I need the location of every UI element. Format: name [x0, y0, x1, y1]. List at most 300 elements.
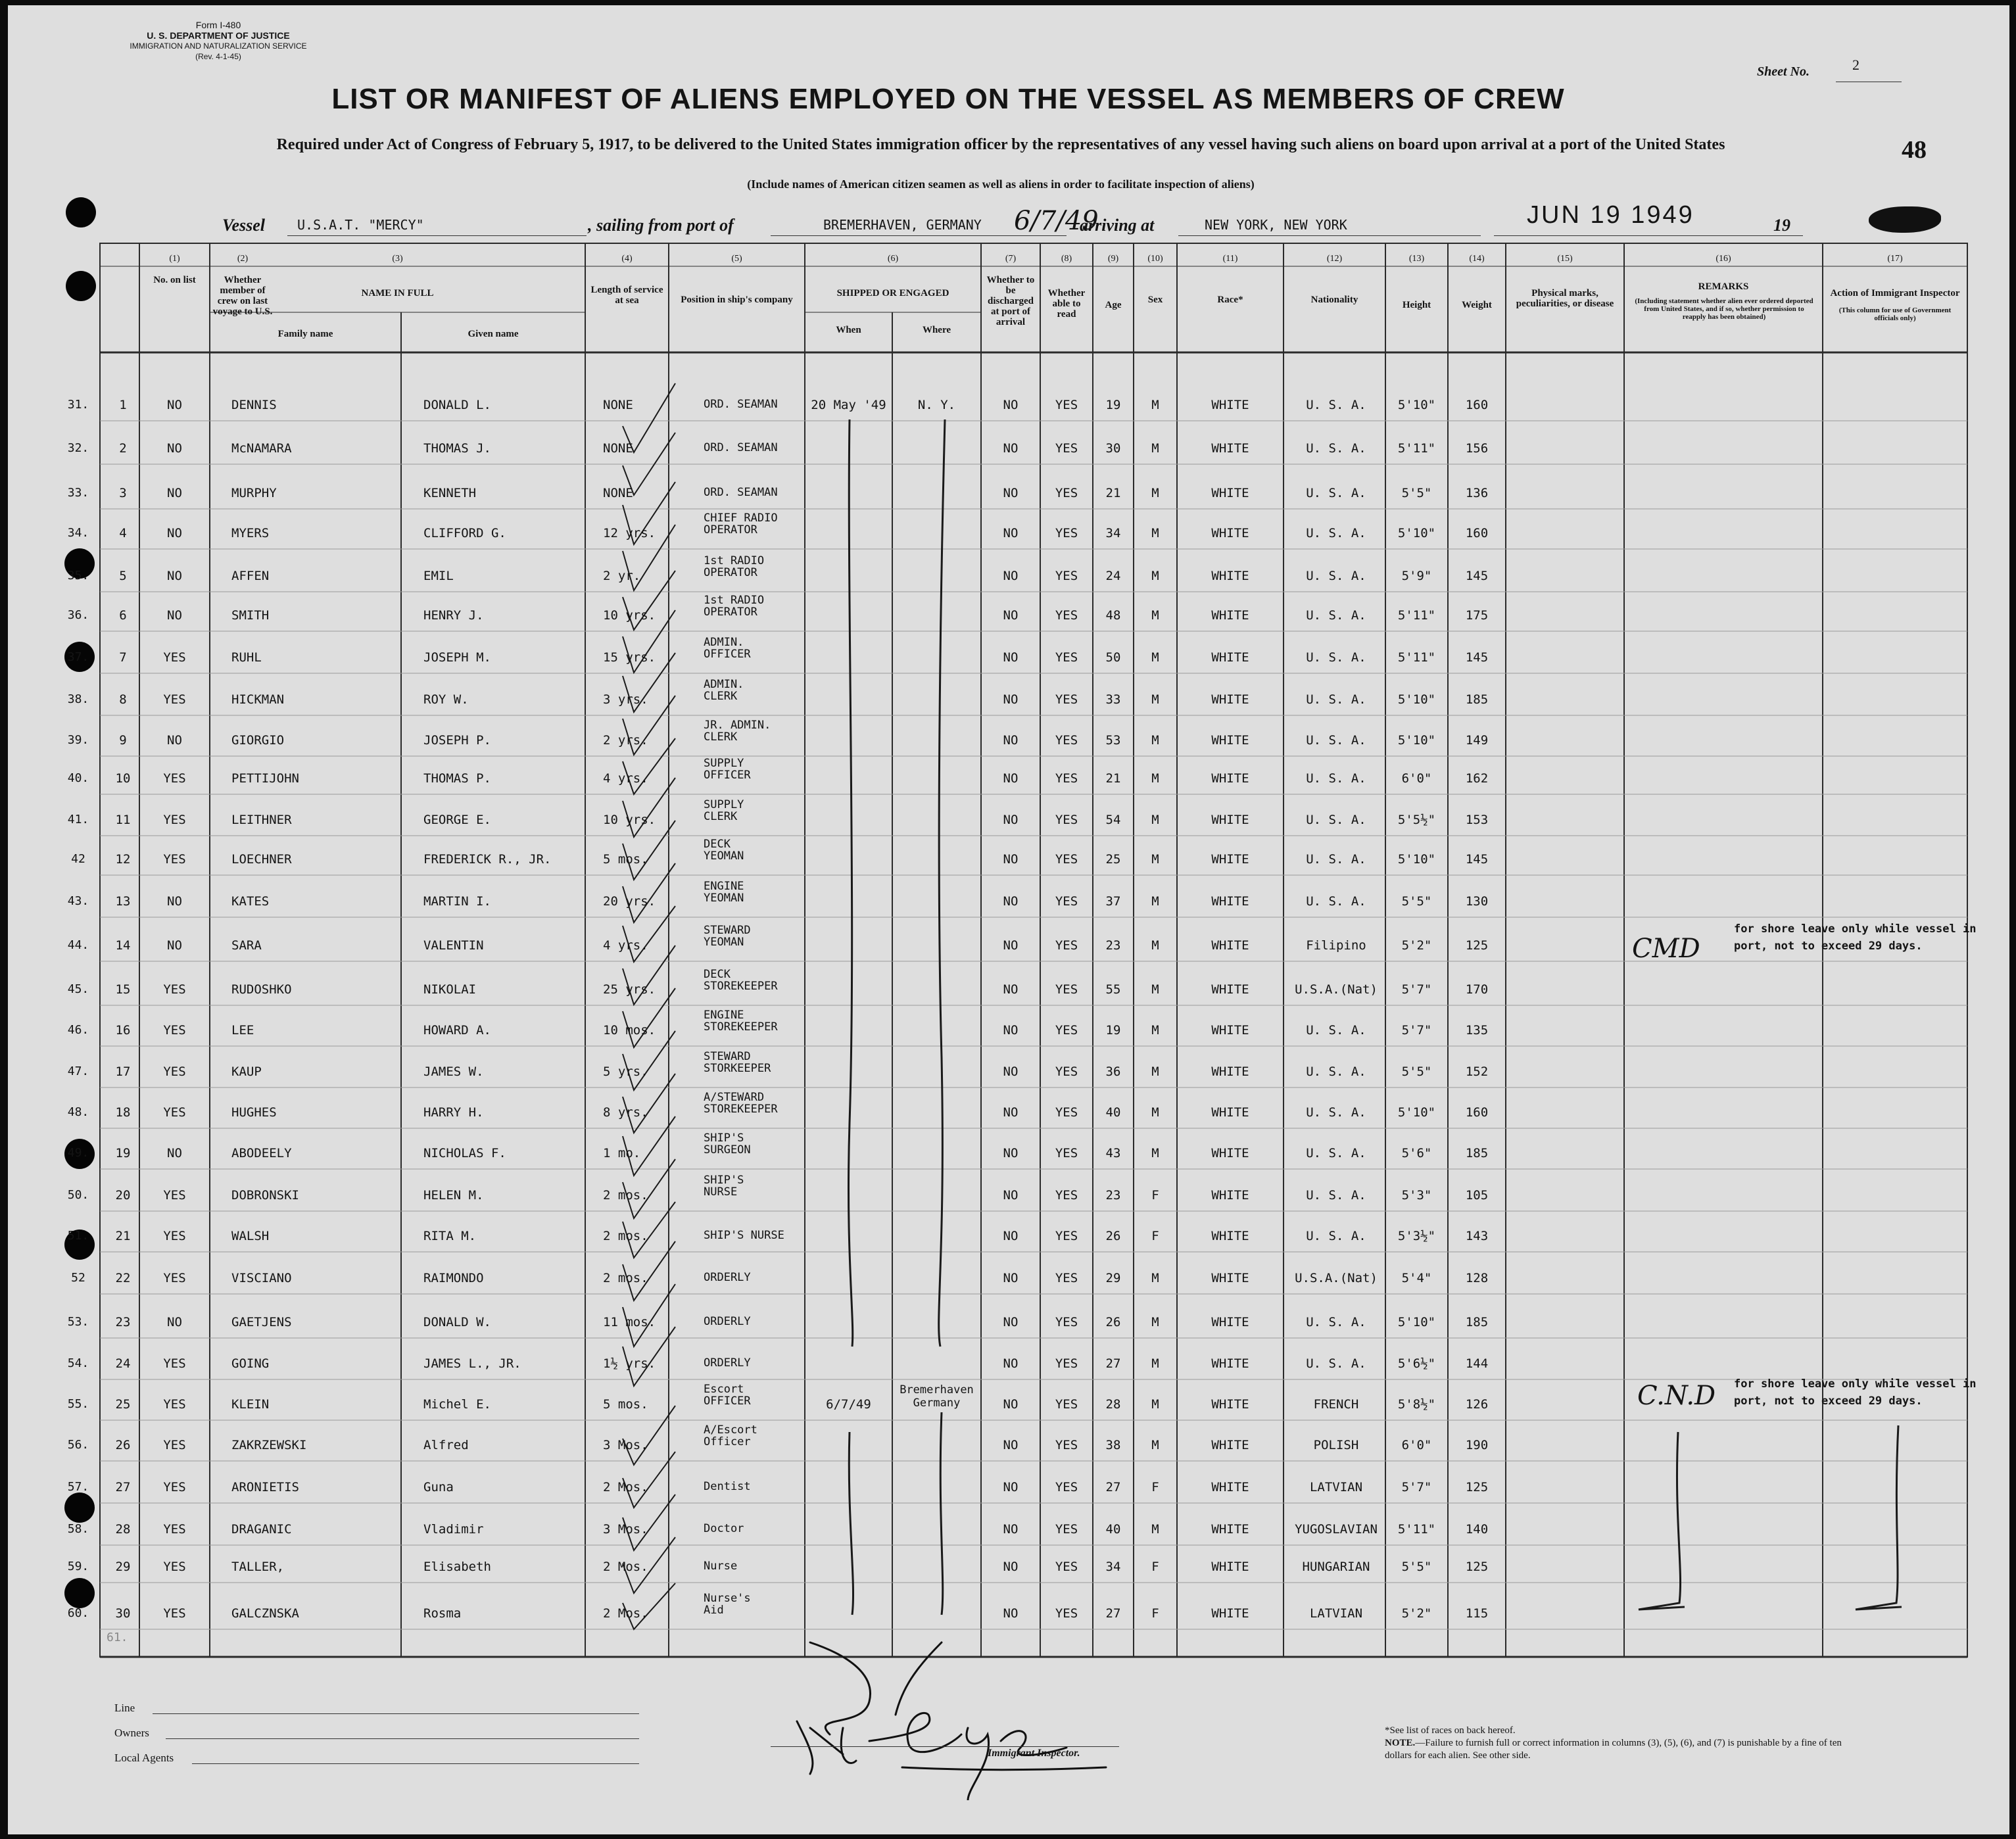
table-row [8, 678, 2009, 707]
cell-position: SHIP'S NURSE [704, 1229, 784, 1242]
column-subheader: Where [922, 325, 951, 335]
cell-sex: M [1151, 982, 1159, 997]
cell-read: YES [1055, 486, 1078, 500]
cell-position: Dentist [704, 1480, 751, 1493]
cell-no: 15 [115, 982, 131, 997]
table-row [8, 798, 2009, 827]
table-row [8, 487, 2009, 500]
cell-read: YES [1055, 569, 1078, 583]
cell-when: 6/7/49 [826, 1397, 871, 1412]
cell-line: 41. [67, 813, 89, 826]
cell-weight: 126 [1465, 1397, 1489, 1412]
cell-position: ADMIN. [704, 636, 744, 649]
cell-service: 10 yrs. [603, 813, 656, 827]
cell-line: 54. [67, 1356, 89, 1370]
cell-height: 6'0" [1401, 771, 1432, 786]
cell-last: NO [167, 608, 182, 623]
column-number: (12) [1326, 254, 1343, 264]
cell-service: 2 mos. [603, 1229, 648, 1243]
cell-family: SARA [231, 938, 262, 953]
cell-line: 37. [67, 650, 89, 664]
column-number: (11) [1222, 254, 1238, 264]
cell-nat: U. S. A. [1306, 733, 1366, 748]
cell-no: 9 [119, 733, 127, 748]
cell-position: Escort [704, 1383, 744, 1396]
cell-position: ORDERLY [704, 1271, 751, 1284]
remark-text: for shore leave only while vessel in port, not to exceed 29 days. [1734, 922, 1977, 953]
cell-height: 5'8½" [1397, 1397, 1436, 1412]
cell-disch: NO [1003, 441, 1019, 456]
cell-age: 40 [1105, 1522, 1121, 1537]
cell-weight: 185 [1465, 1146, 1489, 1160]
cell-weight: 136 [1465, 486, 1489, 500]
cell-sex: F [1151, 1480, 1159, 1494]
sailing-port: BREMERHAVEN, GERMANY [823, 217, 982, 233]
cell-disch: NO [1003, 1522, 1019, 1537]
cell-race: WHITE [1211, 1315, 1249, 1329]
table-row [8, 1091, 2009, 1120]
cell-service: 5 mos. [603, 852, 648, 867]
cell-family: AFFEN [231, 569, 270, 583]
cell-line: 34. [67, 526, 89, 540]
cell-no: 28 [115, 1522, 131, 1537]
cell-disch: NO [1003, 1105, 1019, 1120]
cell-height: 5'6" [1401, 1146, 1432, 1160]
cell-no: 18 [115, 1105, 131, 1120]
cell-last: YES [163, 1356, 186, 1371]
cell-given: RITA M. [423, 1229, 477, 1243]
column-header: Height [1402, 300, 1431, 310]
cell-read: YES [1055, 894, 1078, 909]
cell-height: 5'9" [1401, 569, 1432, 583]
cell-read: YES [1055, 1271, 1078, 1285]
cell-read: YES [1055, 1146, 1078, 1160]
cell-given: THOMAS J. [423, 441, 491, 456]
cell-age: 19 [1105, 1023, 1121, 1038]
page-title: LIST OR MANIFEST OF ALIENS EMPLOYED ON THE VESSEL AS MEMBERS OF CREW [331, 83, 1565, 115]
cell-service: 4 yrs. [603, 771, 648, 786]
cell-race: WHITE [1211, 1606, 1249, 1621]
cell-family: LOECHNER [231, 852, 292, 867]
cell-given: CLIFFORD G. [423, 526, 506, 540]
cell-age: 26 [1105, 1315, 1121, 1329]
cell-age: 21 [1105, 771, 1121, 786]
cell-height: 5'5" [1401, 1064, 1432, 1079]
cell-line: 35. [67, 569, 89, 583]
cell-nat: U. S. A. [1306, 692, 1366, 707]
cell-service: 2 mos. [603, 1188, 648, 1203]
cell-age: 50 [1105, 650, 1121, 665]
table-row [8, 442, 2009, 455]
cell-line: 58. [67, 1522, 89, 1536]
cell-last: YES [163, 852, 186, 867]
column-subheader: (This column for use of Government officials only) [1838, 306, 1952, 322]
cell-family: KLEIN [231, 1397, 270, 1412]
cell-race: WHITE [1211, 1438, 1249, 1452]
owners-label: Owners [114, 1727, 149, 1739]
cell-service: 5 mos. [603, 1397, 648, 1412]
cell-age: 25 [1105, 852, 1121, 867]
cell-last: YES [163, 1522, 186, 1537]
cell-sex: M [1151, 1522, 1159, 1537]
cell-sex: M [1151, 1023, 1159, 1038]
cell-service: 1½ yrs. [603, 1356, 656, 1371]
cell-position: STOREKEEPER [704, 1103, 778, 1116]
table-row [8, 1272, 2009, 1285]
cell-family: DRAGANIC [231, 1522, 292, 1537]
cell-line: 46. [67, 1023, 89, 1037]
line-underline [153, 1713, 639, 1714]
cell-given: Vladimir [423, 1522, 484, 1537]
cell-last: YES [163, 1438, 186, 1452]
cell-last: YES [163, 1023, 186, 1038]
cell-nat: U. S. A. [1306, 1229, 1366, 1243]
cell-race: WHITE [1211, 608, 1249, 623]
column-number: (17) [1887, 254, 1903, 264]
cell-position: JR. ADMIN. [704, 719, 771, 732]
cell-position: ENGINE [704, 880, 744, 893]
form-number: Form I-480 [195, 20, 241, 30]
cell-position: CLERK [704, 730, 738, 744]
vessel-name: U.S.A.T. "MERCY" [297, 217, 424, 233]
cell-line: 47. [67, 1064, 89, 1078]
cell-nat: U. S. A. [1306, 1105, 1366, 1120]
cell-last: NO [167, 938, 182, 953]
cell-given: HENRY J. [423, 608, 484, 623]
column-header: Whether able to read [1047, 288, 1086, 320]
cell-line: 38. [67, 692, 89, 706]
cell-height: 5'10" [1397, 526, 1436, 540]
cell-last: NO [167, 486, 182, 500]
cell-service: 11 mos. [603, 1315, 656, 1329]
cell-given: KENNETH [423, 486, 477, 500]
cell-given: DONALD W. [423, 1315, 491, 1329]
cell-race: WHITE [1211, 692, 1249, 707]
cell-weight: 135 [1465, 1023, 1489, 1038]
column-number: (7) [1005, 254, 1017, 264]
cell-height: 5'4" [1401, 1271, 1432, 1285]
cell-service: 12 yrs. [603, 526, 656, 540]
cell-disch: NO [1003, 982, 1019, 997]
cell-read: YES [1055, 1560, 1078, 1574]
cell-last: YES [163, 982, 186, 997]
cell-no: 26 [115, 1438, 131, 1452]
cell-race: WHITE [1211, 569, 1249, 583]
cell-service: 3 Mos. [603, 1438, 648, 1452]
column-number: (8) [1061, 254, 1072, 264]
cell-nat: U. S. A. [1306, 569, 1366, 583]
column-number: (2) [237, 254, 249, 264]
column-header: Length of service at sea [590, 285, 663, 306]
cell-last: YES [163, 813, 186, 827]
cell-given: Alfred [423, 1438, 469, 1452]
cell-sex: M [1151, 1271, 1159, 1285]
inspector-label: Immigrant Inspector. [988, 1748, 1080, 1759]
cell-read: YES [1055, 938, 1078, 953]
cell-position: Officer [704, 1435, 751, 1448]
cell-no: 2 [119, 441, 127, 456]
cell-read: YES [1055, 1522, 1078, 1537]
column-header: Whether member of crew on last voyage to U.S. [212, 275, 273, 317]
cell-given: VALENTIN [423, 938, 484, 953]
cell-age: 37 [1105, 894, 1121, 909]
cell-no: 12 [115, 852, 131, 867]
cell-race: WHITE [1211, 733, 1249, 748]
cell-given: GEORGE E. [423, 813, 491, 827]
cell-disch: NO [1003, 569, 1019, 583]
cell-position: ORD. SEAMAN [704, 398, 778, 411]
cell-line: 55. [67, 1397, 89, 1411]
cell-read: YES [1055, 1438, 1078, 1452]
cell-disch: NO [1003, 1023, 1019, 1038]
cell-disch: NO [1003, 938, 1019, 953]
table-row [8, 1357, 2009, 1370]
cell-nat: U. S. A. [1306, 486, 1366, 500]
cell-last: NO [167, 894, 182, 909]
cell-disch: NO [1003, 692, 1019, 707]
cell-when: 20 May '49 [811, 398, 886, 412]
cell-last: NO [167, 569, 182, 583]
cell-position: NURSE [704, 1185, 738, 1199]
cell-given: HELEN M. [423, 1188, 484, 1203]
cell-given: Guna [423, 1480, 454, 1494]
cell-given: Michel E. [423, 1397, 491, 1412]
cell-line: 32. [67, 441, 89, 455]
cell-nat: U.S.A.(Nat) [1295, 982, 1378, 997]
cell-read: YES [1055, 1064, 1078, 1079]
cell-service: 2 Mos. [603, 1606, 648, 1621]
cell-height: 5'2" [1401, 1606, 1432, 1621]
sheet-number: 2 [1852, 57, 1860, 73]
cell-family: KAUP [231, 1064, 262, 1079]
cell-service: 10 yrs. [603, 608, 656, 623]
cell-position: OFFICER [704, 648, 751, 661]
cell-service: 3 yrs. [603, 692, 648, 707]
table-row [8, 554, 2009, 583]
cell-weight: 170 [1465, 982, 1489, 997]
cell-last: NO [167, 441, 182, 456]
cell-read: YES [1055, 526, 1078, 540]
cell-line: 31. [67, 398, 89, 412]
year-label: 19 [1773, 216, 1790, 235]
cell-service: 15 yrs. [603, 650, 656, 665]
cell-last: YES [163, 1229, 186, 1243]
column-header: Whether to be discharged at port of arrival [986, 275, 1035, 327]
cell-no: 23 [115, 1315, 131, 1329]
cell-no: 3 [119, 486, 127, 500]
cell-disch: NO [1003, 1560, 1019, 1574]
cell-position: ENGINE [704, 1009, 744, 1022]
cell-sex: M [1151, 1315, 1159, 1329]
cell-age: 53 [1105, 733, 1121, 748]
cell-nat: U.S.A.(Nat) [1295, 1271, 1378, 1285]
cell-family: WALSH [231, 1229, 270, 1243]
cell-weight: 128 [1465, 1271, 1489, 1285]
cell-nat: U. S. A. [1306, 1356, 1366, 1371]
cell-nat: POLISH [1313, 1438, 1359, 1452]
cell-sex: M [1151, 894, 1159, 909]
cell-no: 11 [115, 813, 131, 827]
cell-no: 19 [115, 1146, 131, 1160]
agents-underline [192, 1763, 639, 1764]
cell-disch: NO [1003, 1480, 1019, 1494]
cell-family: PETTIJOHN [231, 771, 299, 786]
races-note: *See list of races on back hereof. [1385, 1725, 1516, 1736]
cell-given: JAMES L., JR. [423, 1356, 521, 1371]
cell-weight: 185 [1465, 1315, 1489, 1329]
cell-no: 14 [115, 938, 131, 953]
cell-position: Aid [704, 1604, 724, 1617]
table-row [8, 1230, 2009, 1243]
cell-height: 5'10" [1397, 733, 1436, 748]
cell-family: GIORGIO [231, 733, 285, 748]
cell-position: ORDERLY [704, 1315, 751, 1328]
cell-nat: U. S. A. [1306, 1188, 1366, 1203]
table-row [8, 1132, 2009, 1160]
cell-nat: U. S. A. [1306, 650, 1366, 665]
cell-age: 34 [1105, 1560, 1121, 1574]
cell-nat: Filipino [1306, 938, 1366, 953]
cell-age: 36 [1105, 1064, 1121, 1079]
cell-race: WHITE [1211, 1229, 1249, 1243]
cell-nat: U. S. A. [1306, 1064, 1366, 1079]
cell-position: A/Escort [704, 1423, 757, 1437]
cell-line: 42 [71, 852, 85, 866]
cell-service: 10 mos. [603, 1023, 656, 1038]
cell-weight: 175 [1465, 608, 1489, 623]
cell-service: 4 yrs. [603, 938, 648, 953]
cell-last: YES [163, 650, 186, 665]
cell-family: ARONIETIS [231, 1480, 299, 1494]
column-header: NAME IN FULL [361, 288, 434, 299]
cell-family: DENNIS [231, 398, 277, 412]
cell-no: 30 [115, 1606, 131, 1621]
cell-position: CHIEF RADIO [704, 512, 778, 525]
note-text: —Failure to furnish full or correct information in columns (3), (5), (6), and (7) is punishable by a fine of ten dollars for each alien. See other side. [1385, 1738, 1842, 1761]
cell-last: YES [163, 1480, 186, 1494]
column-number: (1) [169, 254, 180, 264]
cell-height: 5'7" [1401, 1480, 1432, 1494]
cell-read: YES [1055, 1188, 1078, 1203]
cell-no: 20 [115, 1188, 131, 1203]
manifest-page [8, 5, 2009, 1834]
cell-nat: U. S. A. [1306, 771, 1366, 786]
cell-line: 43. [67, 894, 89, 908]
cell-race: WHITE [1211, 852, 1249, 867]
column-header: Position in ship's company [681, 295, 793, 305]
column-header: Weight [1462, 300, 1492, 310]
cell-race: WHITE [1211, 894, 1249, 909]
cell-sex: F [1151, 1229, 1159, 1243]
cell-race: WHITE [1211, 441, 1249, 456]
cell-disch: NO [1003, 852, 1019, 867]
cell-age: 34 [1105, 526, 1121, 540]
cell-race: WHITE [1211, 771, 1249, 786]
arrival-date-stamp: JUN 19 1949 [1527, 201, 1694, 229]
table-row [8, 1174, 2009, 1203]
cell-race: WHITE [1211, 813, 1249, 827]
table-row [8, 1423, 2009, 1452]
cell-position: DECK [704, 968, 731, 981]
cell-height: 5'11" [1397, 1522, 1436, 1537]
cell-given: MARTIN I. [423, 894, 491, 909]
cell-read: YES [1055, 852, 1078, 867]
cell-last: YES [163, 1188, 186, 1203]
cell-service: 3 Mos. [603, 1522, 648, 1537]
cell-height: 5'5" [1401, 1560, 1432, 1574]
cell-disch: NO [1003, 733, 1019, 748]
cell-line: 33. [67, 486, 89, 500]
cell-no: 8 [119, 692, 127, 707]
cell-service: 2 yrs. [603, 733, 648, 748]
cell-disch: NO [1003, 1229, 1019, 1243]
cell-where: N. Y. [917, 398, 956, 412]
cell-service: NONE [603, 398, 633, 412]
cell-position: ORDERLY [704, 1356, 751, 1370]
table-row [8, 757, 2009, 786]
table-row [8, 1481, 2009, 1494]
column-number: (3) [392, 254, 403, 264]
column-header: Action of Immigrant Inspector [1830, 288, 1960, 299]
cell-position: OFFICER [704, 1395, 751, 1408]
form-revision: (Rev. 4-1-45) [195, 52, 241, 61]
cell-position: A/STEWARD [704, 1091, 765, 1104]
cell-disch: NO [1003, 813, 1019, 827]
cell-height: 5'11" [1397, 441, 1436, 456]
cell-position: STEWARD [704, 924, 751, 937]
cell-height: 5'11" [1397, 650, 1436, 665]
cell-disch: NO [1003, 894, 1019, 909]
cell-family: LEE [231, 1023, 254, 1038]
cell-position: STEWARD [704, 1050, 751, 1063]
cell-disch: NO [1003, 1146, 1019, 1160]
cell-height: 6'0" [1401, 1438, 1432, 1452]
cell-nat: U. S. A. [1306, 1146, 1366, 1160]
table-row [8, 719, 2009, 748]
service-name: IMMIGRATION AND NATURALIZATION SERVICE [130, 41, 307, 51]
cell-height: 5'10" [1397, 852, 1436, 867]
cell-family: HUGHES [231, 1105, 277, 1120]
cell-service: 2 yr. [603, 569, 641, 583]
cell-no: 7 [119, 650, 127, 665]
cell-family: McNAMARA [231, 441, 292, 456]
column-number: (5) [731, 254, 742, 264]
cell-height: 5'10" [1397, 692, 1436, 707]
cell-disch: NO [1003, 771, 1019, 786]
cell-sex: M [1151, 486, 1159, 500]
cell-weight: 145 [1465, 852, 1489, 867]
cell-height: 5'2" [1401, 938, 1432, 953]
cell-last: NO [167, 733, 182, 748]
column-number: (9) [1107, 254, 1119, 264]
cell-position: CLERK [704, 690, 738, 703]
cell-line: 60. [67, 1606, 89, 1620]
cell-disch: NO [1003, 1606, 1019, 1621]
cell-age: 19 [1105, 398, 1121, 412]
cell-line: 59. [67, 1560, 89, 1573]
cell-nat: LATVIAN [1309, 1606, 1363, 1621]
cell-read: YES [1055, 1315, 1078, 1329]
cell-race: WHITE [1211, 1397, 1249, 1412]
cell-last: NO [167, 398, 182, 412]
cell-nat: U. S. A. [1306, 398, 1366, 412]
cell-family: GALCZNSKA [231, 1606, 299, 1621]
cell-sex: F [1151, 1606, 1159, 1621]
cell-race: WHITE [1211, 398, 1249, 412]
cell-race: WHITE [1211, 650, 1249, 665]
cell-disch: NO [1003, 1188, 1019, 1203]
cell-age: 23 [1105, 1188, 1121, 1203]
